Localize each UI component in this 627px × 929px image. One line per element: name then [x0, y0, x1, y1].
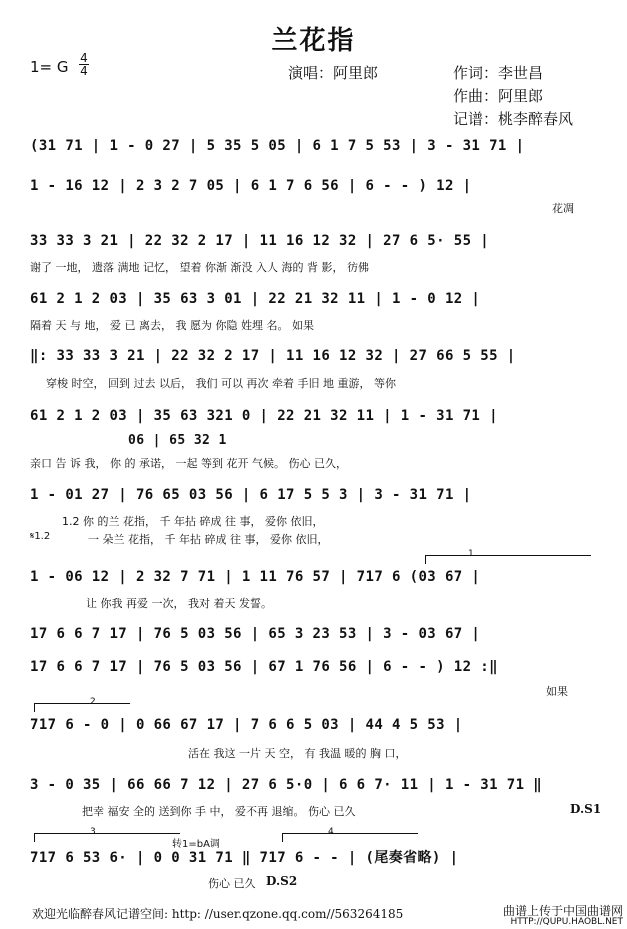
volta-bracket: [34, 703, 130, 712]
lyric-line: 活在 我这 一片 天 空， 有 我温 暖的 胸 口，: [188, 747, 407, 760]
volta-bracket: [34, 833, 180, 842]
lyric-line: 亲口 告 诉 我， 你 的 承诺， 一起 等到 花开 气候。 伤心 已久，: [30, 457, 347, 470]
notation-line: 17 6 6 7 17 | 76 5 03 56 | 65 3 23 53 | 3 - 03 67 |: [30, 626, 481, 642]
lyric-line: 谢了 一地， 遗落 满地 记忆， 望着 你渐 渐没 入人 海的 背 影， 彷佛: [30, 261, 369, 274]
page-title: 兰花指: [271, 26, 356, 56]
singer-credit: 演唱：阿里郎: [288, 64, 379, 82]
notation-line: 3 - 0 35 | 66 66 7 12 | 27 6 5·0 | 6 6 7· 11 | 1 - 31 71 ‖: [30, 777, 543, 793]
notation-line: ‖: 33 33 3 21 | 22 32 2 17 | 11 16 12 32 | 27 66 5 55 |: [30, 348, 516, 364]
lyric-line-verse-2: 一 朵兰 花指， 千 年拈 碎成 往 事， 爱你 依旧，: [88, 533, 329, 546]
notation-line: 17 6 6 7 17 | 76 5 03 56 | 67 1 76 56 | 6 - - ) 12 :‖: [30, 659, 498, 675]
segno-marker: [30, 531, 50, 542]
watermark-title: 曲谱上传于中国曲谱网: [502, 904, 623, 918]
key-signature: 1= G: [30, 58, 69, 76]
lyric-line: 让 你我 再爱 一次， 我对 着天 发誓。: [86, 597, 272, 610]
meter-bottom: 4: [80, 64, 88, 78]
notation-line: 1 - 01 27 | 76 65 03 56 | 6 17 5 5 3 | 3 - 31 71 |: [30, 487, 472, 503]
notation-line: 1 - 16 12 | 2 3 2 7 05 | 6 1 7 6 56 | 6 - - ) 12 |: [30, 178, 472, 194]
notation-line: 1 - 06 12 | 2 32 7 71 | 1 11 76 57 | 717 6 (03 67 |: [30, 569, 481, 585]
ds2-marker: D.S2: [266, 874, 298, 888]
volta-number: 4: [328, 827, 334, 837]
lyric-line: 伤心 已久: [208, 877, 256, 890]
footer-text: 欢迎光临醉春风记谱空间: http: //user.qzone.qq.com//563264185: [32, 907, 404, 921]
lyric-line: 隔着 天 与 地， 爱 已 离去， 我 愿为 你隐 姓埋 名。 如果: [30, 319, 314, 332]
lyric-line: 花凋: [552, 202, 574, 215]
segno-sign: 𝄋: [30, 531, 35, 542]
volta-number: 1: [468, 549, 474, 559]
time-signature: [78, 52, 90, 77]
lyric-line-verse-1: 1.2 你 的兰 花指， 千 年拈 碎成 往 事， 爱你 依旧，: [62, 515, 324, 528]
modulation-note: 转1=bA调: [172, 839, 220, 850]
notation-line: 33 33 3 21 | 22 32 2 17 | 11 16 12 32 | 27 6 5· 55 |: [30, 233, 490, 249]
composer-credit: 作曲：阿里郎: [453, 87, 544, 105]
volta-bracket: [425, 555, 591, 564]
lyric-line: 穿梭 时空， 回到 过去 以后， 我们 可以 再次 牵着 手旧 地 重游， 等你: [46, 377, 396, 390]
ds1-marker: D.S1: [570, 802, 602, 816]
segno-verse: 1.2: [34, 531, 51, 542]
notation-line: 717 6 53 6· | 0 0 31 71 ‖ 717 6 - - | (尾奏省略) |: [30, 850, 459, 866]
notation-line: (31 71 | 1 - 0 27 | 5 35 5 05 | 6 1 7 5 53 | 3 - 31 71 |: [30, 138, 525, 154]
lyricist-credit: 作词：李世昌: [453, 64, 544, 82]
volta-number: 3: [90, 827, 96, 837]
meter-top: 4: [80, 51, 88, 65]
lyric-line: 如果: [546, 685, 568, 698]
alternate-notation: 06 | 65 32 1: [128, 433, 227, 448]
notation-line: 61 2 1 2 03 | 35 63 3 01 | 22 21 32 11 | 1 - 0 12 |: [30, 291, 481, 307]
volta-number: 2: [90, 697, 96, 707]
lyric-line: 把幸 福安 全的 送到你 手 中， 爱不再 退缩。 伤心 已久: [82, 805, 356, 818]
notation-line: 717 6 - 0 | 0 66 67 17 | 7 6 6 5 03 | 44 4 5 53 |: [30, 717, 463, 733]
transcriber-credit: 记谱：桃李醉春风: [453, 110, 574, 128]
notation-line: 61 2 1 2 03 | 35 63 321 0 | 22 21 32 11 | 1 - 31 71 |: [30, 408, 498, 424]
watermark-url: HTTP://QUPU.HAOBL.NET: [510, 917, 623, 927]
volta-bracket: [282, 833, 418, 842]
